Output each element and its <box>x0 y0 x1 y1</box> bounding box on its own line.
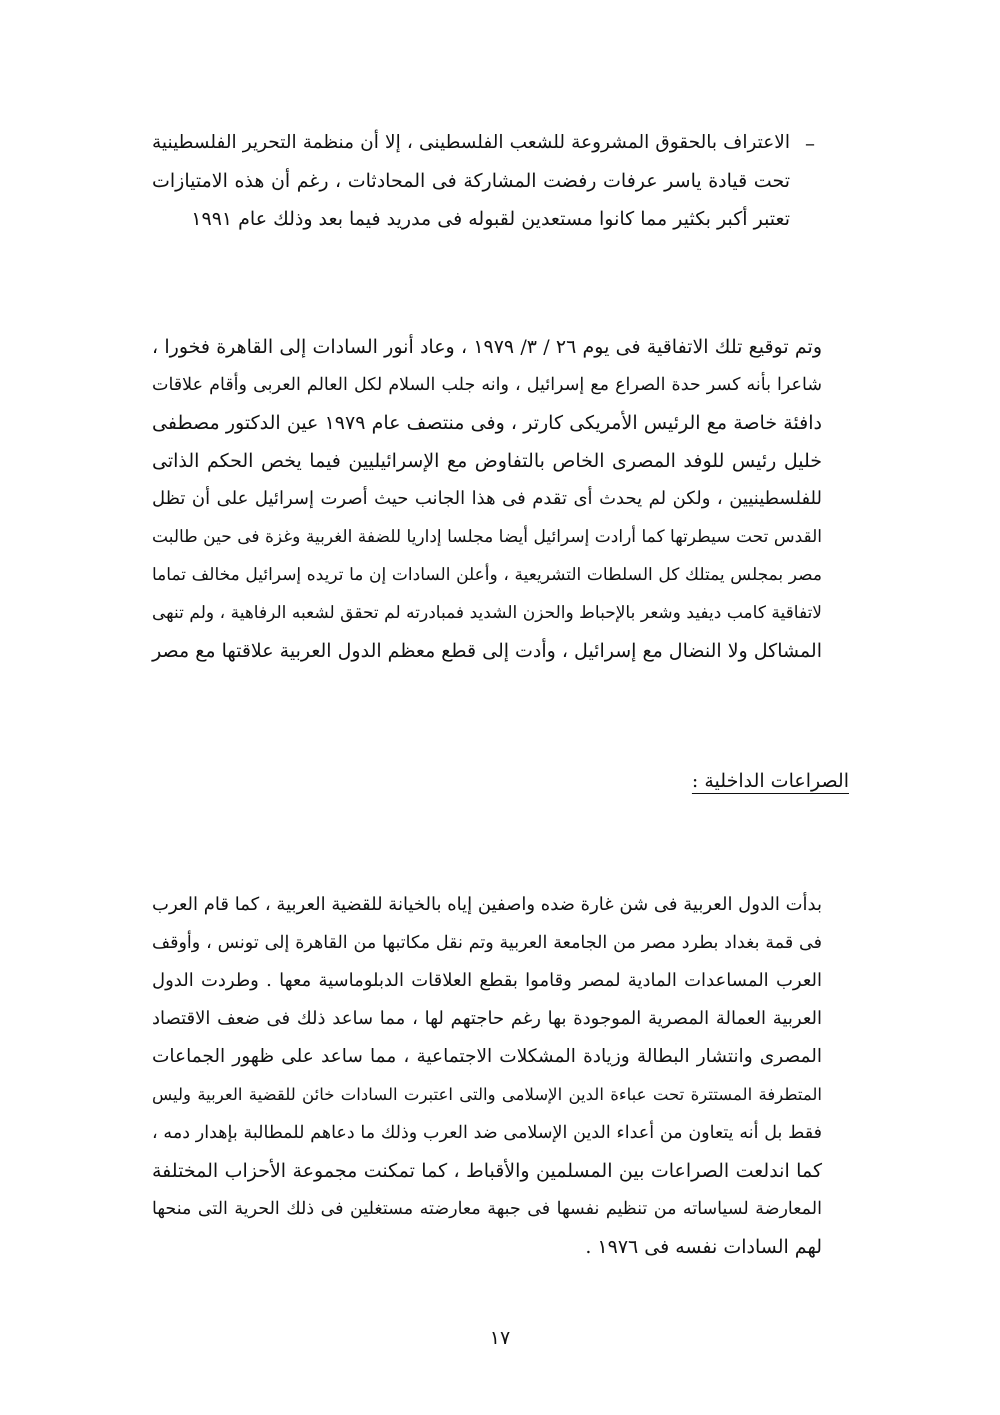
bullet-line: تعتبر أكبر بكثير مما كانوا مستعدين لقبوله فى مدريد فيما بعد وذلك عام ١٩٩١ <box>191 208 790 230</box>
section-heading: الصراعات الداخلية : <box>691 770 849 792</box>
paragraph-line: دافئة خاصة مع الرئيس الأمريكى كارتر ، وفى منتصف عام ١٩٧٩ عين الدكتور مصطفى <box>152 412 823 434</box>
paragraph-line: فى قمة بغداد بطرد مصر من الجامعة العربية وتم نقل مكاتبها من القاهرة إلى تونس ، وأوقف <box>152 933 822 953</box>
paragraph-line: مصر بمجلس يمتلك كل السلطات التشريعية ، وأعلن السادات إن ما تريده إسرائيل مخالف تماما <box>152 565 822 585</box>
paragraph-1 <box>152 328 822 670</box>
bullet-dash: – <box>805 131 815 155</box>
paragraph-line: كما اندلعت الصراعات بين المسلمين والأقباط ، كما تمكنت مجموعة الأحزاب المختلفة <box>152 1160 822 1182</box>
bullet-line: الاعتراف بالحقوق المشروعة للشعب الفلسطينى ، إلا أن منظمة التحرير الفلسطينية <box>152 132 790 153</box>
paragraph-line: بدأت الدول العربية فى شن غارة ضده واصفين إياه بالخيانة للقضية العربية ، كما قام العرب <box>152 894 822 915</box>
paragraph-line: المشاكل ولا النضال مع إسرائيل ، وأدت إلى قطع معظم الدول العربية علاقتها مع مصر <box>152 640 822 662</box>
paragraph-line: العرب المساعدات المادية لمصر وقاموا بقطع العلاقات الدبلوماسية معها . وطردت الدول <box>152 970 822 991</box>
paragraph-line: المتطرفة المستترة تحت عباءة الدين الإسلامى والتى اعتبرت السادات خائن للقضية العربية وليس <box>152 1085 822 1104</box>
bullet-paragraph <box>152 124 790 238</box>
paragraph-line: القدس تحت سيطرتها كما أرادت إسرائيل أيضا مجلسا إداريا للضفة الغربية وغزة فى حين طالبت <box>152 527 822 547</box>
paragraph-line: للفلسطينيين ، ولكن لم يحدث أى تقدم فى هذا الجانب حيث أصرت إسرائيل على أن تظل <box>152 488 822 509</box>
paragraph-line: شاعرا بأنه كسر حدة الصراع مع إسرائيل ، وانه جلب السلام لكل العالم العربى وأقام علاقات <box>152 375 822 395</box>
paragraph-line: فقط بل أنه يتعاون من أعداء الدين الإسلامى ضد العرب وذلك ما دعاهم للمطالبة بإهدار دمه ، <box>152 1123 822 1143</box>
paragraph-line: المعارضة لسياساته من تنظيم نفسها فى جبهة معارضته مستغلين فى ذلك الحرية التى منحها <box>152 1199 822 1219</box>
paragraph-2 <box>152 886 822 1266</box>
paragraph-line: العربية العمالة المصرية الموجودة بها رغم حاجتهم لها ، مما ساعد ذلك فى ضعف الاقتصاد <box>152 1008 822 1029</box>
paragraph-line: لاتفاقية كامب ديفيد وشعر بالإحباط والحزن الشديد فمبادرته لم تحقق لشعبه الرفاهية ، ولم تنهى <box>152 603 822 623</box>
paragraph-line: وتم توقيع تلك الاتفاقية فى يوم ٢٦ / ٣/ ١٩٧٩ ، وعاد أنور السادات إلى القاهرة فخورا ، <box>152 336 823 358</box>
paragraph-line: لهم السادات نفسه فى ١٩٧٦ . <box>585 1236 822 1258</box>
paragraph-line: خليل رئيس للوفد المصرى الخاص بالتفاوض مع الإسرائيليين فيما يخص الحكم الذاتى <box>152 450 822 472</box>
page-number: ١٧ <box>489 1327 511 1349</box>
bullet-line: تحت قيادة ياسر عرفات رفضت المشاركة فى المحادثات ، رغم أن هذه الامتيازات <box>152 170 790 192</box>
paragraph-line: المصرى وانتشار البطالة وزيادة المشكلات الاجتماعية ، مما ساعد على ظهور الجماعات <box>152 1046 822 1067</box>
